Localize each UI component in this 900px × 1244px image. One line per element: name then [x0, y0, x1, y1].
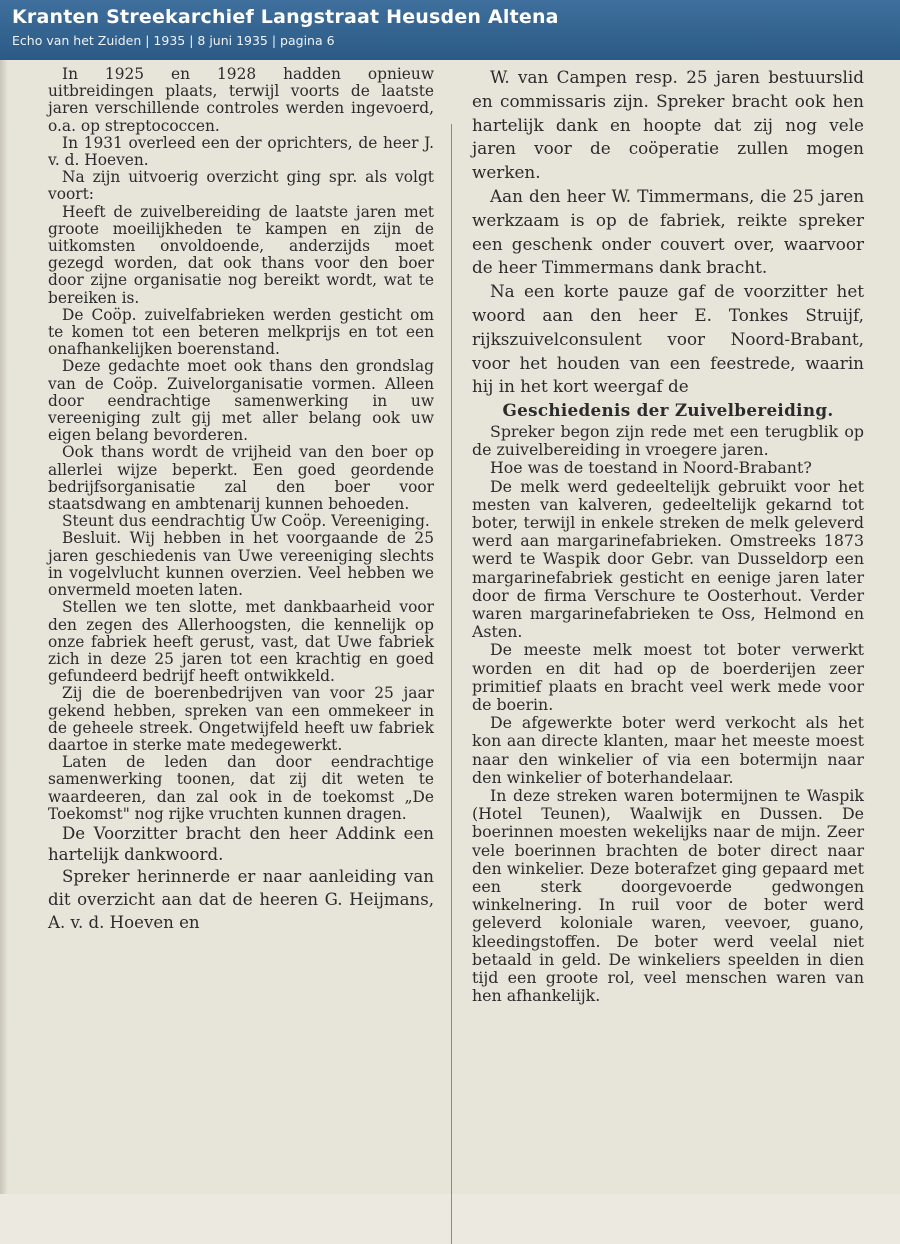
- article-paragraph: Aan den heer W. Timmermans, die 25 jaren werkzaam is op de fabriek, reikte spreker een geschenk onder couvert over, waarvoor de heer Timmermans dank bracht.: [472, 185, 864, 278]
- site-title[interactable]: Kranten Streekarchief Langstraat Heusden Altena: [12, 6, 559, 28]
- article-paragraph: Spreker herinnerde er naar aanleiding van dit overzicht aan dat de heeren G. Heijmans, A. v. d. Hoeven en: [48, 866, 434, 932]
- article-column-left: [48, 66, 434, 934]
- column-divider: [451, 124, 452, 1244]
- article-column-right: [472, 66, 864, 1005]
- article-paragraph: In deze streken waren botermijnen te Waspik (Hotel Teunen), Waalwijk en Dussen. De boerinnen moesten wekelijks naar de mijn. Zeer vele boerinnen brachten de boter direct naar den winkelier. Deze boterafzet ging gepaard met een sterk doorgevoerde gedwongen winkelnering. In ruil voor de boter werd geleverd koloniale waren, veevoer, guano, kleedingstoffen. De boter werd veelal niet betaald in geld. De winkeliers speelden in dien tijd een groote rol, veel menschen waren van hen afhankelijk.: [472, 786, 864, 1006]
- article-paragraph: In 1931 overleed een der oprichters, de heer J. v. d. Hoeven.: [48, 133, 434, 170]
- article-paragraph: Spreker begon zijn rede met een terugblik op de zuivelbereiding in vroegere jaren.: [472, 421, 864, 460]
- article-paragraph: Heeft de zuivelbereiding de laatste jaren met groote moeilijkheden te kampen en zijn de uitkomsten onvoldoende, anderzijds moet gezegd worden, dat ook thans voor den boer door zijne organisatie nog bereikt wordt, wat te bereiken is.: [48, 202, 434, 307]
- article-paragraph: Deze gedachte moet ook thans den grondslag van de Coöp. Zuivelorganisatie vormen. Alleen door eendrachtige samenwerking in uw vereeniging zult gij met aller belang ook uw eigen belang bevorderen.: [48, 357, 434, 445]
- article-paragraph: Ook thans wordt de vrijheid van den boer op allerlei wijze beperkt. Een goed geordende bedrijfsorganisatie zal den boer voor staatsdwang en ambtenarij kunnen behoeden.: [48, 443, 434, 514]
- article-paragraph: Na zijn uitvoerig overzicht ging spr. als volgt voort:: [48, 168, 434, 204]
- article-paragraph: Steunt dus eendrachtig Uw Coöp. Vereeniging.: [62, 512, 430, 531]
- breadcrumb[interactable]: Echo van het Zuiden | 1935 | 8 juni 1935 | pagina 6: [12, 33, 335, 48]
- article-paragraph: Zij die de boerenbedrijven van voor 25 jaar gekend hebben, spreken van een ommekeer in de geheele streek. Ongetwijfeld heeft uw fabriek daartoe in sterke mate medegewerkt.: [48, 684, 434, 754]
- article-paragraph: De meeste melk moest tot boter verwerkt worden en dit had op de boerderijen zeer primitief plaats en bracht veel werk mede voor de boerin.: [472, 640, 864, 714]
- article-paragraph: De Voorzitter bracht den heer Addink een hartelijk dankwoord.: [48, 823, 434, 864]
- article-paragraph: Na een korte pauze gaf de voorzitter het woord aan den heer E. Tonkes Struijf, rijkszuivelconsulent voor Noord-Brabant, voor het houden van een feestrede, waarin hij in het kort weergaf de: [472, 281, 864, 397]
- article-paragraph: In 1925 en 1928 hadden opnieuw uitbreidingen plaats, terwijl voorts de laatste jaren verschillende controles werden ingevoerd, o.a. op streptococcen.: [48, 65, 434, 135]
- section-heading: Geschiedenis der Zuivelbereiding.: [502, 400, 834, 421]
- article-paragraph: Stellen we ten slotte, met dankbaarheid voor den zegen des Allerhoogsten, die kennelijk op onze fabriek heeft gerust, vast, dat Uwe fabriek zich in deze 25 jaren tot een krachtig en goed gefundeerd bedrijf heeft ontwikkeld.: [48, 598, 434, 686]
- site-header: [0, 0, 900, 60]
- article-paragraph: Laten de leden dan door eendrachtige samenwerking toonen, dat zij dit weten te waardeeren, dan zal ook in de toekomst „De Toekomst" nog rijke vruchten kunnen dragen.: [48, 753, 434, 823]
- page-edge-shadow: [0, 60, 8, 1194]
- newspaper-page: [0, 60, 900, 1194]
- article-paragraph: De afgewerkte boter werd verkocht als het kon aan directe klanten, maar het meeste moest naar den winkelier of via een botermijn naar den winkelier of boterhandelaar.: [472, 713, 864, 787]
- article-paragraph: De melk werd gedeeltelijk gebruikt voor het mesten van kalveren, gedeeltelijk gekarnd tot boter, terwijl in enkele streken de melk geleverd werd aan margarinefabrieken. Omstreeks 1873 werd te Waspik door Gebr. van Dusseldorp een margarinefabriek gesticht en eenige jaren later door de firma Verschure te Oosterhout. Verder waren margarinefabrieken te Oss, Helmond en Asten.: [472, 476, 864, 642]
- article-paragraph: Hoe was de toestand in Noord-Brabant?: [490, 458, 812, 478]
- article-paragraph: De Coöp. zuivelfabrieken werden gesticht om te komen tot een beteren melkprijs en tot een onafhankelijken boerenstand.: [48, 305, 434, 359]
- article-paragraph: W. van Campen resp. 25 jaren bestuurslid en commissaris zijn. Spreker bracht ook hen hartelijk dank en hoopte dat zij nog vele jaren voor de coöperatie zullen mogen werken.: [472, 67, 864, 183]
- article-paragraph: Besluit. Wij hebben in het voorgaande de 25 jaren geschiedenis van Uwe vereeniging slechts in vogelvlucht kunnen overzien. Veel hebben we onvermeld moeten laten.: [48, 529, 434, 600]
